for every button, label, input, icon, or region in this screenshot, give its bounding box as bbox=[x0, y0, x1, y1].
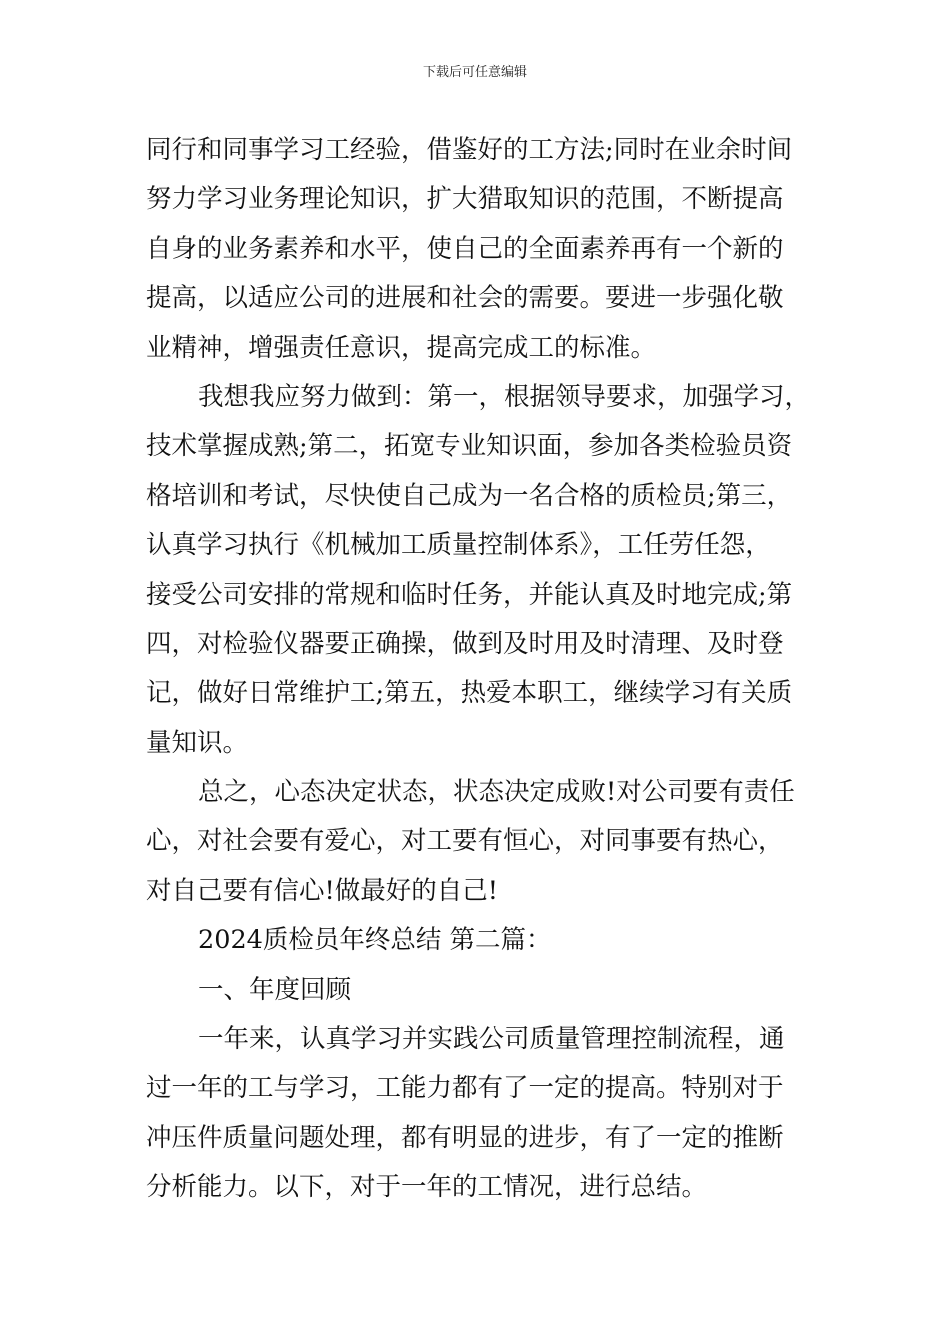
text-line: 格培训和考试，尽快使自己成为一名合格的质检员;第三， bbox=[146, 480, 793, 511]
text-line: 分析能力。以下，对于一年的工情况，进行总结。 bbox=[146, 1172, 708, 1203]
text-line: 业精神，增强责任意识，提高完成工的标准。 bbox=[146, 332, 657, 363]
text-line: 认真学习执行《机械加工质量控制体系》，工任劳任怨， bbox=[146, 530, 771, 561]
text-line: 技术掌握成熟;第二，拓宽专业知识面，参加各类检验员资 bbox=[146, 431, 793, 462]
text-line: 2024质检员年终总结 第二篇： bbox=[198, 925, 552, 956]
text-line: 量知识。 bbox=[146, 727, 249, 758]
text-line: 一年来，认真学习并实践公司质量管理控制流程，通 bbox=[198, 1024, 785, 1055]
document-body bbox=[146, 126, 816, 1213]
text-line: 努力学习业务理论知识，扩大猎取知识的范围，不断提高 bbox=[146, 184, 784, 215]
text-line: 四，对检验仪器要正确操，做到及时用及时清理、及时登 bbox=[146, 628, 784, 659]
text-line: 对自己要有信心!做最好的自己! bbox=[146, 875, 498, 906]
text-line: 接受公司安排的常规和临时任务，并能认真及时地完成;第 bbox=[146, 579, 793, 610]
page-header: 下载后可任意编辑 bbox=[422, 65, 527, 80]
text-line: 心，对社会要有爱心，对工要有恒心，对同事要有热心， bbox=[146, 826, 784, 857]
text-line: 我想我应努力做到：第一，根据领导要求，加强学习， bbox=[198, 381, 811, 412]
text-line: 提高，以适应公司的进展和社会的需要。要进一步强化敬 bbox=[146, 283, 784, 314]
text-line: 一、年度回顾 bbox=[198, 974, 352, 1005]
text-line: 自身的业务素养和水平，使自己的全面素养再有一个新的 bbox=[146, 233, 784, 264]
text-line: 冲压件质量问题处理，都有明显的进步，有了一定的推断 bbox=[146, 1122, 784, 1153]
text-line: 同行和同事学习工经验，借鉴好的工方法;同时在业余时间 bbox=[146, 135, 793, 165]
text-line: 记，做好日常维护工;第五，热爱本职工，继续学习有关质 bbox=[146, 678, 793, 709]
text-line: 过一年的工与学习，工能力都有了一定的提高。特别对于 bbox=[146, 1073, 784, 1104]
text-line: 总之，心态决定状态，状态决定成败!对公司要有责任 bbox=[198, 777, 795, 808]
